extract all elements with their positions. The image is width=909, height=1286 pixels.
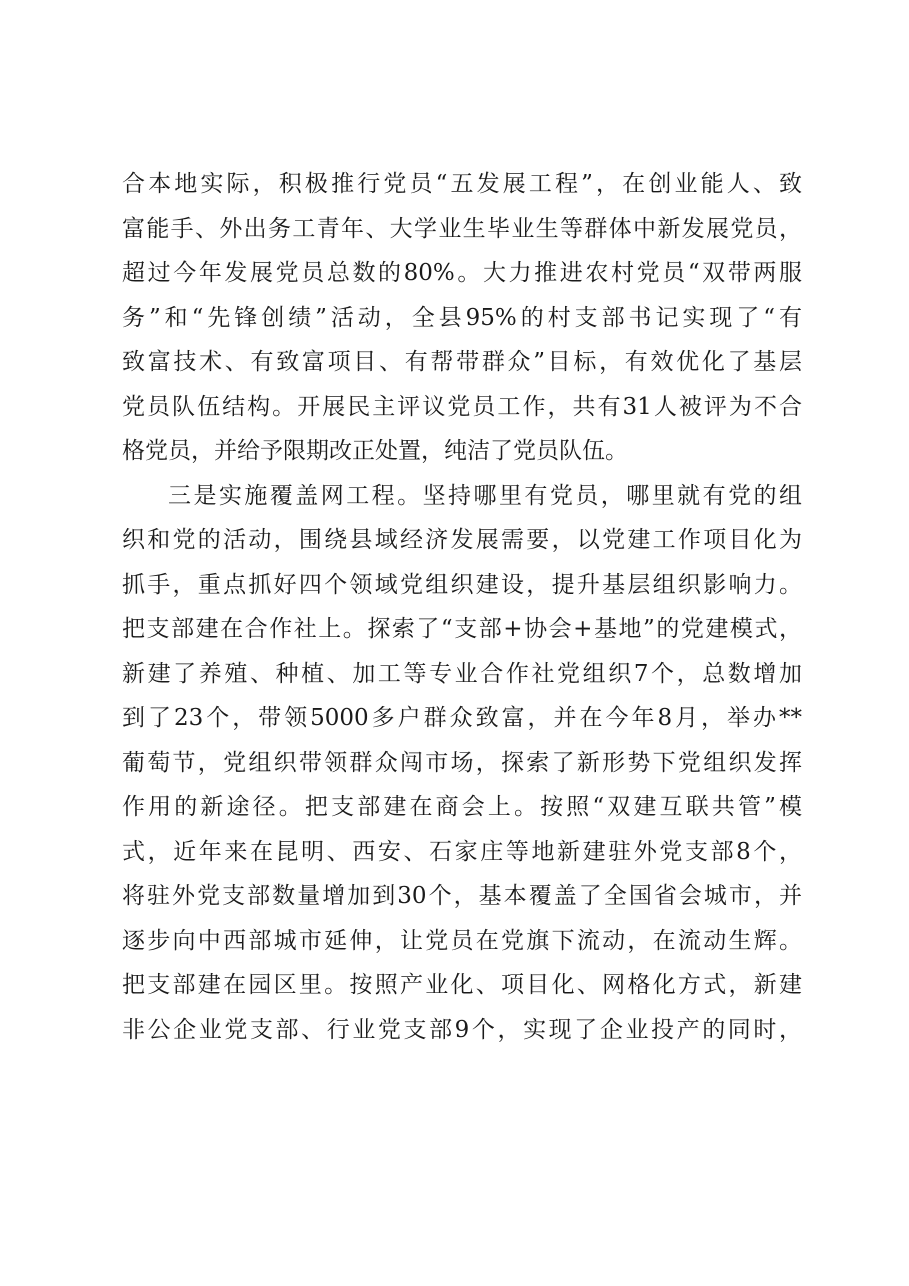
paragraph-1-line-5: 致富技术、有致富项目、有帮带群众”目标，有效优化了基层 bbox=[122, 349, 802, 375]
paragraph-2-line-11: 逐步向中西部城市延伸，让党员在党旗下流动，在流动生辉。 bbox=[122, 927, 802, 954]
paragraph-2-line-5: 新建了养殖、种植、加工等专业合作社党组织7个，总数增加 bbox=[122, 660, 802, 687]
paragraph-2-line-8: 作用的新途径。把支部建在商会上。按照“双建互联共管”模 bbox=[122, 794, 802, 820]
paragraph-2 bbox=[122, 474, 802, 1053]
paragraph-2-line-9: 式，近年来在昆明、西安、石家庄等地新建驻外党支部8个， bbox=[122, 838, 802, 865]
paragraph-1 bbox=[122, 162, 802, 474]
paragraph-2-line-10: 将驻外党支部数量增加到30个，基本覆盖了全国省会城市，并 bbox=[122, 883, 802, 909]
paragraph-1-line-6: 党员队伍结构。开展民主评议党员工作，共有31人被评为不合 bbox=[122, 393, 802, 420]
paragraph-1-line-3: 超过今年发展党员总数的80%。大力推进农村党员“双带两服 bbox=[122, 260, 802, 286]
paragraph-2-line-1: 三是实施覆盖网工程。坚持哪里有党员，哪里就有党的组 bbox=[168, 482, 802, 509]
paragraph-2-line-4: 把支部建在合作社上。探索了“支部+协会+基地”的党建模式， bbox=[122, 616, 802, 642]
paragraph-1-line-1: 合本地实际，积极推行党员“五发展工程”，在创业能人、致 bbox=[122, 171, 802, 197]
paragraph-2-line-7: 葡萄节，党组织带领群众闯市场，探索了新形势下党组织发挥 bbox=[122, 749, 802, 776]
paragraph-1-line-4: 务”和“先锋创绩”活动，全县95%的村支部书记实现了“有 bbox=[122, 304, 802, 331]
paragraph-2-line-6: 到了23个，带领5000多户群众致富，并在今年8月，举办** bbox=[122, 705, 802, 731]
paragraph-2-line-12: 把支部建在园区里。按照产业化、项目化、网格化方式，新建 bbox=[122, 972, 802, 998]
document-body bbox=[122, 162, 802, 1052]
paragraph-1-line-2: 富能手、外出务工青年、大学业生毕业生等群体中新发展党员， bbox=[122, 215, 802, 242]
paragraph-2-line-2: 织和党的活动，围绕县域经济发展需要，以党建工作项目化为 bbox=[122, 527, 802, 553]
paragraph-1-line-7: 格党员，并给予限期改正处置，纯洁了党员队伍。 bbox=[122, 438, 628, 464]
paragraph-2-line-13: 非公企业党支部、行业党支部9个，实现了企业投产的同时， bbox=[122, 1016, 802, 1043]
paragraph-2-line-3: 抓手，重点抓好四个领域党组织建设，提升基层组织影响力。 bbox=[122, 571, 802, 598]
